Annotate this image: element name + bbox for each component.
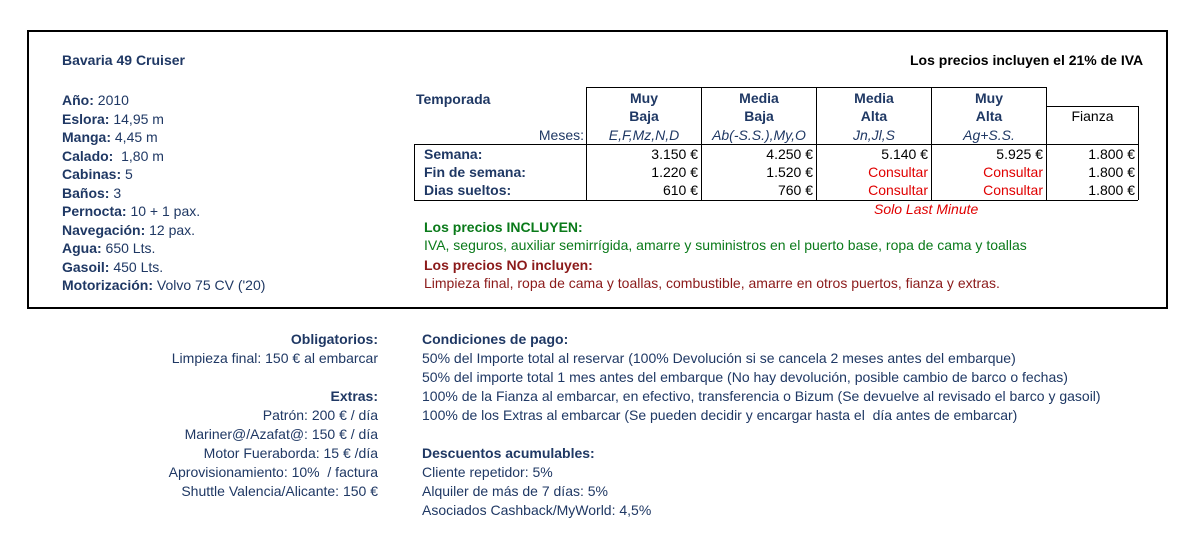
season-1-line1: Muy (630, 90, 658, 106)
discount-item: Asociados Cashback/MyWorld: 4,5% (422, 502, 652, 518)
spec-beam: Manga: 4,45 m (62, 129, 158, 145)
price-week-3: 5.140 € (881, 146, 928, 162)
price-days-3: Consultar (868, 182, 928, 198)
payment-item: 50% del Importe total al reservar (100% Devolución si se cancela 2 meses antes del embarque) (422, 350, 1016, 366)
deposit-days: 1.800 € (1088, 182, 1135, 198)
season-2-months: Ab(-S.S.),My,O (712, 127, 806, 143)
price-week-4: 5.925 € (996, 146, 1043, 162)
extra-item: Shuttle Valencia/Alicante: 150 € (181, 483, 378, 499)
payment-title: Condiciones de pago: (422, 331, 569, 347)
deposit-week: 1.800 € (1088, 146, 1135, 162)
includes-title: Los precios INCLUYEN: (424, 219, 583, 235)
spec-length: Eslora: 14,95 m (62, 110, 164, 127)
extra-item: Motor Fueraborda: 15 € /día (203, 445, 378, 461)
vat-note: Los precios incluyen el 21% de IVA (910, 52, 1144, 68)
season-3-months: Jn,Jl,S (852, 127, 895, 143)
specs-list (62, 91, 265, 295)
season-3-line1: Media (854, 90, 894, 106)
deposit-weekend: 1.800 € (1088, 164, 1135, 180)
price-weekend-1: 1.220 € (651, 164, 698, 180)
spec-water: Agua: 650 Lts. (62, 240, 156, 256)
season-4-line1: Muy (975, 90, 1003, 106)
payment-column (422, 330, 1101, 520)
price-days-4: Consultar (983, 182, 1043, 198)
price-weekend-2: 1.520 € (766, 164, 813, 180)
payment-item: 100% de la Fianza al embarcar, en efectivo, transferencia o Bizum (Se devuelve al revisado el barco y gasoil) (422, 388, 1101, 404)
discounts-title: Descuentos acumulables: (422, 445, 595, 461)
not-includes-title: Los precios NO incluyen: (424, 257, 593, 273)
spec-engine: Motorización: Volvo 75 CV ('20) (62, 277, 266, 293)
price-days-1: 610 € (662, 182, 698, 198)
price-weekend-4: Consultar (983, 164, 1043, 180)
season-4-line2: Alta (975, 108, 1003, 124)
discount-item: Cliente repetidor: 5% (422, 464, 553, 480)
extras-column (169, 330, 378, 501)
price-week-1: 3.150 € (651, 146, 698, 162)
not-includes-text: Limpieza final, ropa de cama y toallas, combustible, amarre en otros puertos, fianza y extras. (424, 275, 1000, 291)
season-2-line1: Media (739, 90, 779, 106)
spec-fuel: Gasoil: 450 Lts. (62, 258, 164, 275)
includes-text: IVA, seguros, auxiliar semirrígida, amarre y suministros en el puerto base, ropa de cama y toallas (424, 237, 1027, 253)
spec-berths: Pernocta: 10 + 1 pax. (62, 203, 201, 219)
last-minute-note: Solo Last Minute (874, 201, 979, 217)
extra-item: Aprovisionamiento: 10% / factura (168, 464, 378, 480)
spec-year: Año: 2010 (62, 92, 129, 108)
discount-item: Alquiler de más de 7 días: 5% (422, 483, 608, 499)
extra-item: Mariner@/Azafat@: 150 € / día (184, 426, 378, 442)
season-3-line2: Alta (860, 108, 888, 124)
deposit-header: Fianza (1071, 108, 1114, 124)
price-weekend-3: Consultar (868, 164, 928, 180)
price-week-2: 4.250 € (766, 146, 813, 162)
spec-draft: Calado: 1,80 m (62, 147, 164, 164)
spec-cabins: Cabinas: 5 (62, 166, 133, 182)
season-1-months: E,F,Mz,N,D (608, 127, 680, 143)
payment-item: 50% del importe total 1 mes antes del embarque (No hay devolución, posible cambio de barco o fechas) (422, 369, 1068, 385)
price-days-2: 760 € (777, 182, 813, 198)
season-4-months: Ag+S.S. (963, 127, 1015, 143)
spec-baths: Baños: 3 (62, 184, 122, 201)
mandatory-title: Obligatorios: (290, 331, 378, 347)
months-label: Meses: (538, 127, 584, 143)
payment-item: 100% de los Extras al embarcar (Se pueden decidir y encargar hasta el día antes de embarcar) (422, 407, 1018, 423)
season-1-line2: Baja (629, 108, 659, 124)
mandatory-item: Limpieza final: 150 € al embarcar (171, 350, 378, 366)
extras-title: Extras: (330, 388, 378, 404)
row-week-label: Semana: (424, 146, 483, 162)
season-2-line2: Baja (744, 108, 774, 124)
spec-navigation: Navegación: 12 pax. (62, 221, 196, 238)
season-label: Temporada (416, 91, 491, 107)
extra-item: Patrón: 200 € / día (262, 407, 378, 423)
boat-name: Bavaria 49 Cruiser (62, 52, 185, 68)
row-weekend-label: Fin de semana: (424, 164, 526, 180)
row-days-label: Dias sueltos: (424, 182, 512, 198)
